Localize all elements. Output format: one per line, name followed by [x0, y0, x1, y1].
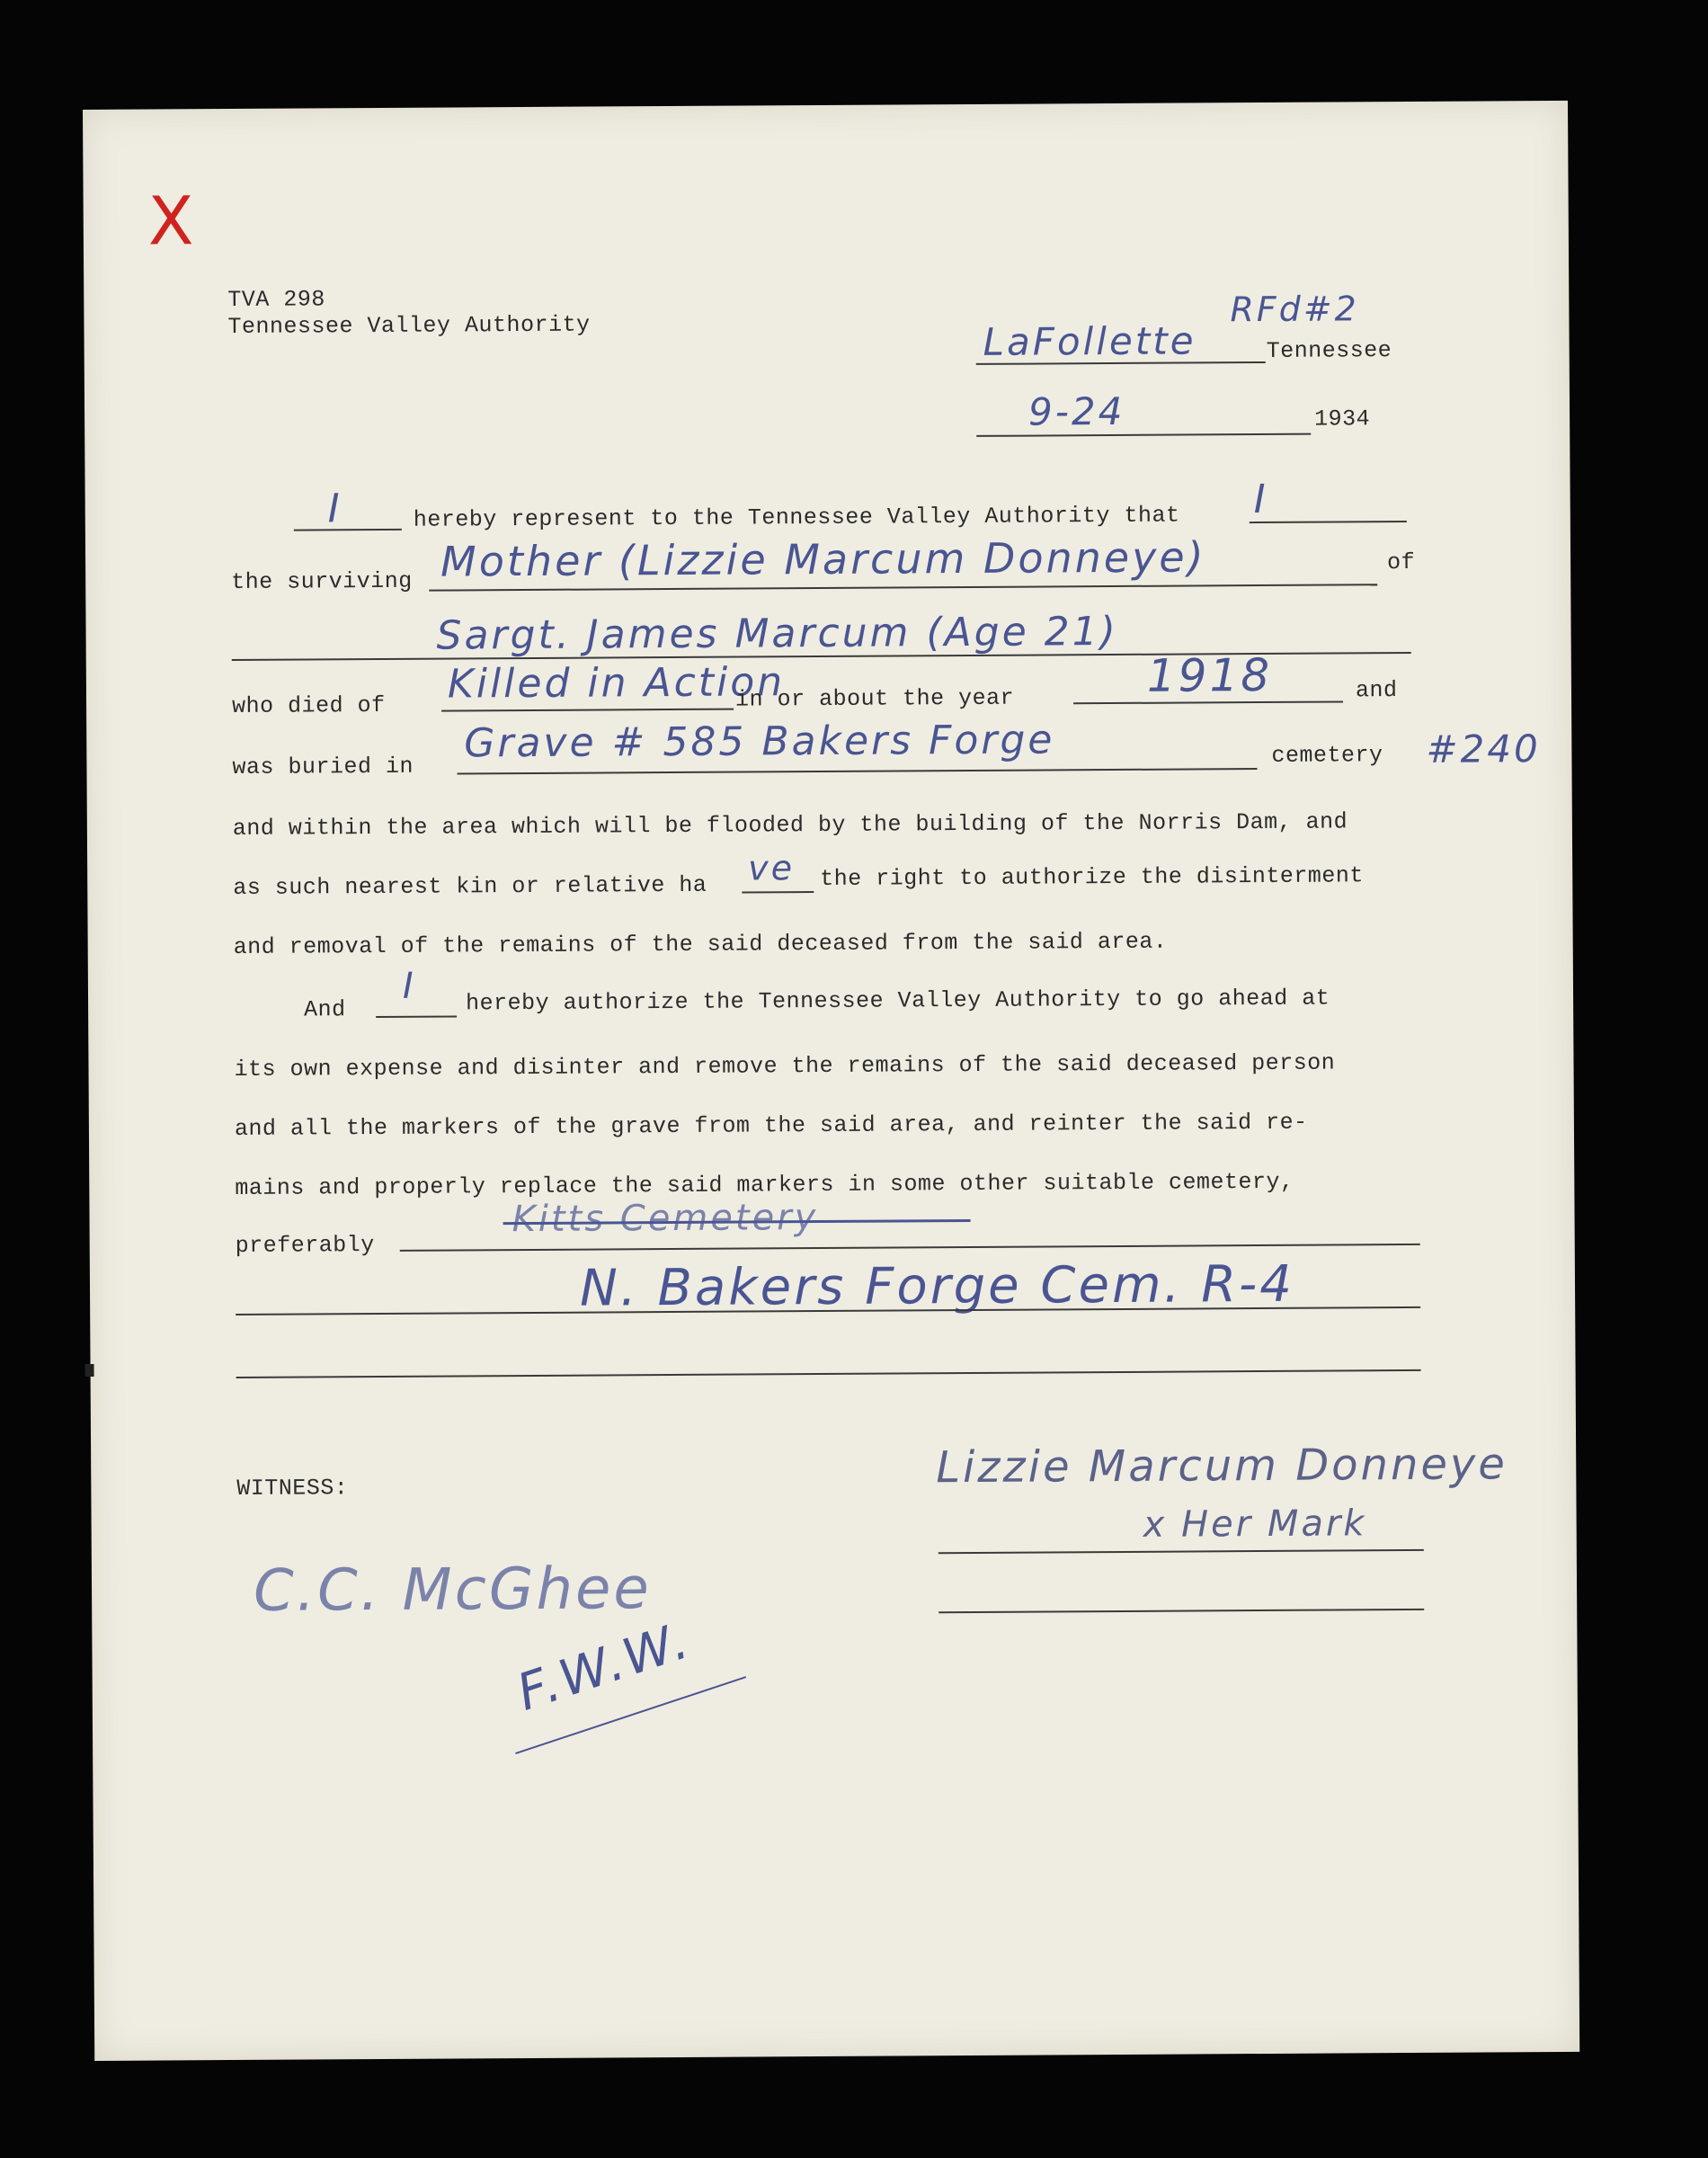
pronoun-underline-2: [1250, 521, 1407, 523]
year-of-death-label: in or about the year: [734, 684, 1015, 713]
preferably-underline: [400, 1244, 1420, 1252]
blank-underline: [236, 1369, 1421, 1378]
body-line-7-pre: as such nearest kin or relative ha: [233, 871, 707, 901]
body-line-11: and all the markers of the grave from the said area, and reinter the said re-: [234, 1109, 1308, 1142]
cemetery-label: cemetery: [1271, 742, 1383, 769]
cemetery-number-field: #240: [1426, 727, 1541, 771]
cause-field: Killed in Action: [447, 659, 786, 708]
body-line-1: hereby represent to the Tennessee Valley Authority that: [413, 502, 1180, 533]
red-x-mark: X: [147, 183, 194, 261]
died-of-label: who died of: [231, 691, 386, 719]
relationship-field: Mother (Lizzie Marcum Donneye): [440, 532, 1206, 586]
signature-underline-2: [939, 1609, 1424, 1613]
document-page: [83, 101, 1579, 2061]
witness-signature: C.C. McGhee: [253, 1556, 653, 1625]
body-line-9: hereby authorize the Tennessee Valley Authority to go ahead at: [465, 985, 1330, 1017]
body-line-6: and within the area which will be flooded by the building of the Norris Dam, and: [232, 808, 1348, 842]
route-number: RFd#2: [1230, 289, 1359, 330]
preferably-label: preferably: [235, 1232, 375, 1259]
city-field: LaFollette: [983, 318, 1196, 364]
and-label: and: [1355, 677, 1398, 704]
burial-place-field: Grave # 585 Bakers Forge: [464, 717, 1055, 767]
of-label: of: [1387, 548, 1416, 576]
form-number: TVA 298: [227, 286, 325, 314]
signature-underline-1: [939, 1549, 1424, 1554]
body-line-10: its own expense and disinter and remove the remains of the said deceased person: [234, 1049, 1336, 1083]
buried-in-label: was buried in: [232, 753, 414, 780]
death-year-field: 1918: [1146, 648, 1273, 702]
pronoun-field-1: I: [327, 486, 342, 532]
struck-cemetery-field: Kitts Cemetery: [512, 1197, 819, 1241]
death-year-underline: [1073, 700, 1343, 704]
have-underline: [742, 891, 814, 893]
date-field: 9-24: [1027, 388, 1125, 434]
surviving-label: the surviving: [231, 567, 413, 596]
date-underline: [976, 433, 1311, 437]
deceased-field: Sargt. James Marcum (Age 21): [436, 608, 1118, 659]
pronoun-field-2: I: [1253, 476, 1268, 523]
burial-place-underline: [458, 768, 1258, 774]
signer-signature: Lizzie Marcum Donneye: [936, 1439, 1508, 1494]
hole-punch-mark: [85, 1364, 94, 1377]
body-line-8: and removal of the remains of the said deceased from the said area.: [233, 928, 1168, 960]
pronoun-underline-1: [294, 529, 402, 531]
body-line-12: mains and properly replace the said markers in some other suitable cemetery,: [235, 1168, 1294, 1201]
have-fill: ve: [748, 848, 796, 888]
year-label: 1934: [1314, 406, 1371, 432]
preferred-cemetery-field: N. Bakers Forge Cem. R-4: [579, 1254, 1295, 1318]
cause-underline: [441, 709, 734, 712]
agency-name: Tennessee Valley Authority: [227, 311, 591, 341]
witness-label: WITNESS:: [236, 1475, 349, 1502]
state-label: Tennessee: [1266, 337, 1392, 364]
body-line-7-post: the right to authorize the disinterment: [820, 862, 1364, 893]
pronoun-underline-3: [376, 1015, 457, 1018]
pronoun-field-3: I: [402, 965, 416, 1007]
witness-initials: F.W.W.: [510, 1610, 698, 1723]
and-label-2: And: [304, 996, 346, 1023]
signer-mark: x Her Mark: [1143, 1503, 1367, 1546]
